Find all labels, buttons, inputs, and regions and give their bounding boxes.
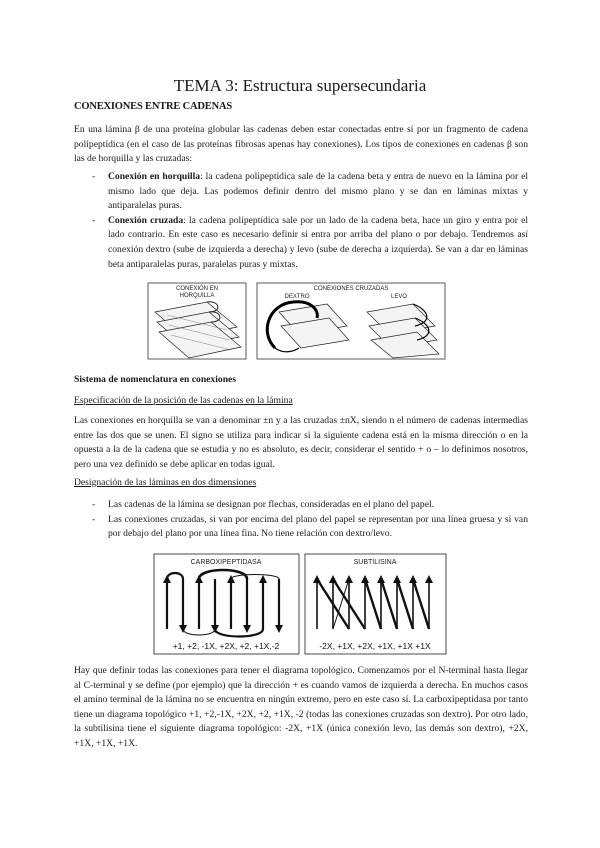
- connection-types-list: [92, 170, 528, 272]
- bullet-text: Las cadenas de la lámina se designan por flechas, consideradas en el plano del papel.: [108, 499, 435, 510]
- intro-paragraph: En una lámina β de una proteína globular las cadenas deben estar conectadas entre sí por un fragmento de cadena polipeptídica (en el caso de las proteínas fibrosas apenas hay conexiones). Los tipos de conexiones en cadenas β son las de horquilla y las cruzadas:: [74, 124, 528, 165]
- dextro-label: DEXTRO: [284, 294, 310, 300]
- designation-list: [92, 498, 528, 542]
- bullet-text: : la cadena polipeptídica sale por un lado de la cadena beta, hace un giro y entra por el lado contrario. En este caso es necesario definir si entra por arriba del plano o por debajo. Tendremos así conexión dextro (sube de izquierda a derecha) y levo (sube de derecha a izquierda). Se van a dar en láminas beta antiparalelas puras, paralelas puras y mixtas.: [108, 214, 528, 270]
- position-paragraph: Las conexiones en horquilla se van a denominar ±n y a las cruzadas ±nX, siendo n el número de cadenas intermedias entre las dos que se unen. El signo se utiliza para indicar si la siguiente cadena está en la misma dirección o en la opuesta a la de la cadena que se estudia y no es absoluto, es decir, considerar el sentido + o – lo definimos nosotros, pero una vez definido se debe aplicar en todas igual.: [74, 415, 528, 470]
- bullet-term: Conexión cruzada: [108, 214, 184, 226]
- subtilisina-sequence: -2X, +1X, +2X, +1X, +1X +1X: [319, 641, 431, 651]
- designation-subheading: Designación de las láminas en dos dimensiones: [74, 477, 257, 488]
- page-title: TEMA 3: Estructura supersecundaria: [173, 76, 427, 95]
- carboxipeptidasa-sequence: +1, +2, -1X, +2X, +2, +1X,-2: [172, 641, 280, 651]
- subtilisina-title: SUBTILISINA: [353, 559, 397, 566]
- list-item: - Conexión cruzada: la cadena polipeptídica sale por un lado de la cadena beta, hace un giro y entra por el lado contrario. En este caso es necesario definir si entra por arriba del plano o por debajo. Tendremos así conexión dextro (sube de izquierda a derecha) y levo (sube de derecha a izquierda). Se van a dar en láminas beta antiparalelas puras, paralelas puras y mixtas.: [92, 214, 528, 270]
- levo-label: LEVO: [390, 294, 408, 300]
- connections-figure: [147, 282, 447, 362]
- bullet-term: Conexión en horquilla: [108, 171, 201, 182]
- subtilisina-box: [305, 554, 446, 654]
- list-item: - Conexión en horquilla: la cadena polipeptídica sale de la cadena beta y entra de nuevo en la lámina por el mismo lado que deja. Las podemos definir dentro del mismo plano y se dan en láminas mixtas y antiparalelas puras.: [92, 171, 528, 212]
- nomenclature-heading: Sistema de nomenclatura en conexiones: [74, 374, 237, 385]
- crossover-label: CONEXIONES CRUZADAS: [313, 286, 389, 292]
- bullet-text: : la cadena polipeptídica sale de la cadena beta y entra de nuevo en la lámina por el mismo lado que deja. Las podemos definir dentro del mismo plano y se dan en láminas mixtas y antiparalelas puras.: [108, 171, 528, 212]
- position-subheading: Especificación de la posición de las cadenas en la lámina: [74, 395, 293, 406]
- list-item: - Las cadenas de la lámina se designan por flechas, consideradas en el plano del papel.: [92, 499, 435, 510]
- section-heading-conexiones: CONEXIONES ENTRE CADENAS: [74, 101, 232, 112]
- bullet-text: Las conexiones cruzadas, si van por encima del plano del papel se representan por una línea gruesa y si van por debajo del plano por una línea fina. No tiene relación con dextro/levo.: [108, 513, 528, 540]
- carboxipeptidasa-title: CARBOXIPEPTIDASA: [190, 559, 262, 566]
- topology-figure: [153, 553, 447, 655]
- hairpin-label-2: HORQUILLA: [179, 293, 215, 299]
- list-item: - Las conexiones cruzadas, si van por encima del plano del papel se representan por una línea gruesa y si van por debajo del plano por una línea fina. No tiene relación con dextro/levo.: [92, 513, 528, 540]
- topology-paragraph: Hay que definir todas las conexiones para tener el diagrama topológico. Comenzamos por el N-terminal hasta llegar al C-terminal y se define (por ejemplo) que la dirección + es cuando vamos de izquierda a derecha. En muchos casos el amino terminal de la lámina no se encuentra en ningún extremo, pero en este caso sí. La carboxipeptidasa por tanto tiene un diagrama topológico +1, +2,-1X, +2X, +2, +1X, -2 (todas las conexiones cruzadas son dextro). Por otro lado, la subtilisina tiene el siguiente diagrama topológico: -2X, +1X (única conexión levo, las demás son dextro), +2X, +1X, +1X, +1X.: [74, 665, 528, 749]
- hairpin-label-1: CONEXIÓN EN: [175, 286, 219, 292]
